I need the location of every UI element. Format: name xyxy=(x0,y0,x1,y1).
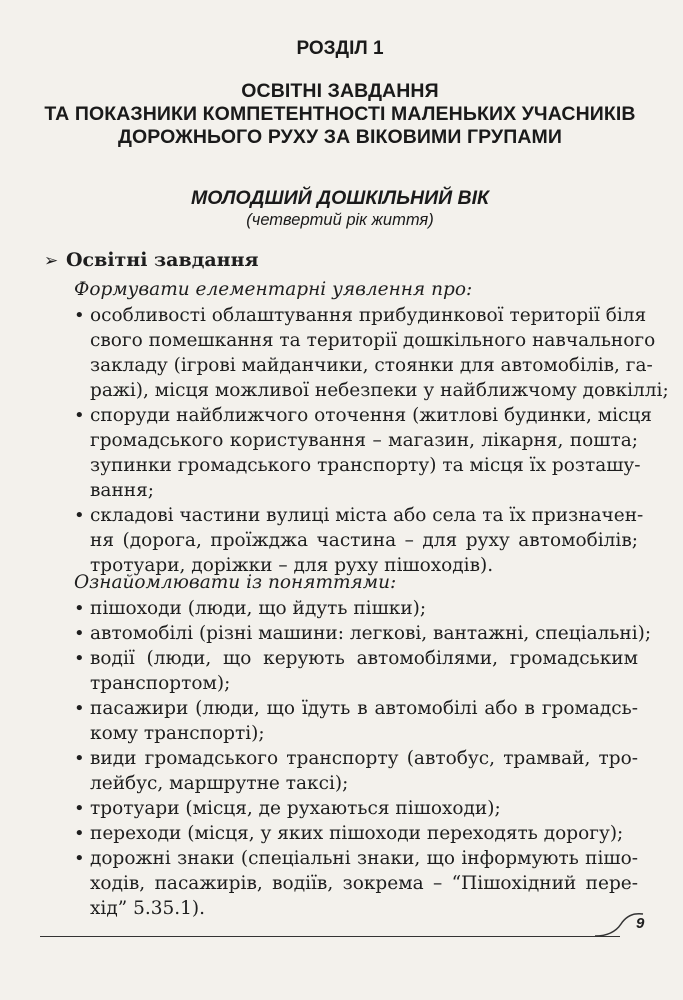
section-label: РОЗДІЛ 1 xyxy=(296,38,384,59)
text-line: зупинки громадського транспорту) та місця їх розташу- xyxy=(90,455,641,476)
text-line: хід” 5.35.1). xyxy=(90,898,206,919)
text-line: лейбус, маршрутне таксі); xyxy=(90,773,349,794)
educational-tasks-heading xyxy=(44,249,259,271)
text-line: кому транспорті); xyxy=(90,723,265,744)
text-line: ходів, пасажирів, водіїв, зокрема – “Пішохідний пере- xyxy=(90,873,638,894)
text-line: • пішоходи (люди, що йдуть пішки); xyxy=(90,597,638,621)
text-line: • складові частини вулиці міста або села та їх призначен- xyxy=(90,504,638,528)
text-line: громадського користування – магазин, лікарня, пошта; xyxy=(90,430,638,451)
text-line: • споруди найближчого оточення (житлові будинки, місця xyxy=(90,404,638,428)
chapter-title-line-1: ОСВІТНІ ЗАВДАННЯ xyxy=(241,80,439,102)
text-line: транспортом); xyxy=(90,673,231,694)
arrow-bullet-icon: ➢ xyxy=(44,251,59,271)
text-line: • автомобілі (різні машини: легкові, вантажні, спеціальні); xyxy=(90,622,638,646)
text-line: • пасажири (люди, що їдуть в автомобілі або в громадсь- xyxy=(90,697,638,721)
chapter-title-line-2: ТА ПОКАЗНИКИ КОМПЕТЕНТНОСТІ МАЛЕНЬКИХ УЧАСНИКІВ xyxy=(44,103,636,125)
text-line: • переходи (місця, у яких пішоходи переходять дорогу); xyxy=(90,822,638,846)
text-line: • водії (люди, що керують автомобілями, громадським xyxy=(90,647,638,671)
chapter-title-line-3: ДОРОЖНЬОГО РУХУ ЗА ВІКОВИМИ ГРУПАМИ xyxy=(117,126,563,148)
age-group-subtitle: (четвертий рік життя) xyxy=(246,211,434,229)
text-line: • види громадського транспорту (автобус, трамвай, тро- xyxy=(90,747,638,771)
subheading-introduce-concepts: Ознайомлювати із поняттями: xyxy=(74,572,397,593)
text-line: закладу (ігрові майданчики, стоянки для автомобілів, га- xyxy=(90,355,653,376)
page-number: 9 xyxy=(636,915,645,932)
educational-tasks-label: Освітні завдання xyxy=(66,249,259,271)
footer-rule xyxy=(40,936,620,937)
text-line: тротуари, доріжки – для руху пішоходів). xyxy=(90,555,494,576)
text-line: ражі), місця можливої небезпеки у найближчому довкіллі; xyxy=(90,380,669,401)
text-line: ня (дорога, проїжджа частина – для руху автомобілів; xyxy=(90,530,638,551)
text-line: свого помешкання та території дошкільного навчального xyxy=(90,330,656,351)
text-line: • дорожні знаки (спеціальні знаки, що інформують пішо- xyxy=(90,847,638,871)
text-line: • особливості облаштування прибудинкової території біля xyxy=(90,304,638,328)
subheading-form-ideas: Формувати елементарні уявлення про: xyxy=(74,279,473,300)
age-group-heading: МОЛОДШИЙ ДОШКІЛЬНИЙ ВІК xyxy=(190,187,490,209)
text-line: • тротуари (місця, де рухаються пішоходи); xyxy=(90,797,638,821)
text-line: вання; xyxy=(90,480,155,501)
